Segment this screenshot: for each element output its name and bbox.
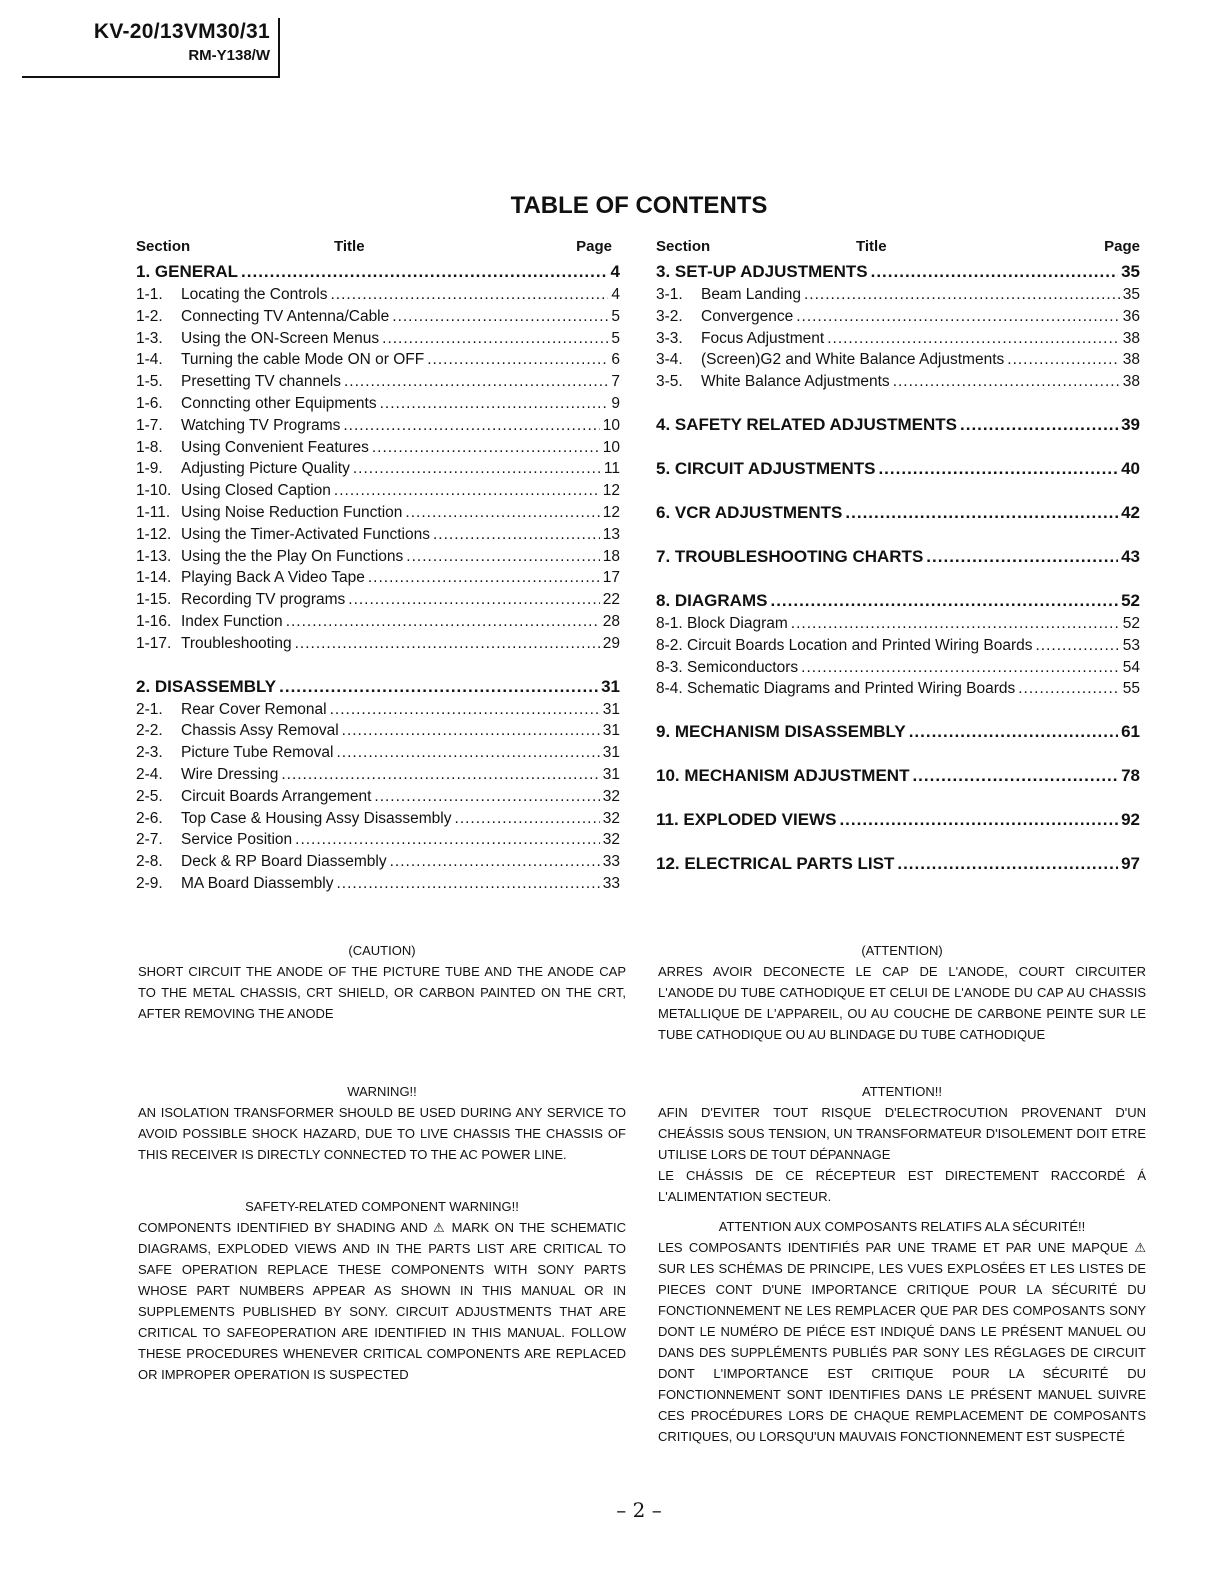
page-header: Page — [576, 238, 612, 255]
toc-entry-title: 8-4. Schematic Diagrams and Printed Wiring Boards — [656, 680, 1016, 698]
toc-subsection-entry — [136, 720, 620, 742]
toc-subsection-entry — [656, 657, 1140, 679]
dot-leader — [295, 633, 600, 655]
toc-entry-number: 2-7. — [136, 831, 163, 849]
toc-entry-page: 92 — [1121, 810, 1140, 830]
toc-entry-number: 1-16. — [136, 612, 172, 630]
safety-text: COMPONENTS IDENTIFIED BY SHADING AND ⚠ MARK ON THE SCHEMATIC DIAGRAMS, EXPLODED VIEWS AND IN THE PARTS LIST ARE CRITICAL TO SAFE OPERATION REPLACE THESE COMPONENTS WITH SONY PARTS WHOSE PART NUMBERS APPEAR AS SHOWN IN THIS MANUAL OR IN SUPPLEMENTS PUBLISHED BY SONY. CIRCUIT ADJUSTMENTS THAT ARE CRITICAL TO SAFEOPERATION ARE IDENTIFIED IN THIS MANUAL. FOLLOW THESE PROCEDURES WHENEVER CRITICAL COMPONENTS ARE REPLACED OR IMPROPER OPERATION IS SUSPECTED — [138, 1220, 626, 1382]
toc-subsection-entry — [136, 502, 620, 524]
toc-gap — [656, 525, 1140, 545]
toc-entry-title: Chassis Assy Removal — [181, 722, 339, 740]
dot-leader — [1007, 349, 1119, 371]
toc-section-entry — [656, 852, 1140, 876]
attention-notice — [658, 940, 1146, 1045]
toc-subsection-entry — [136, 349, 620, 371]
toc-entry-page: 10 — [602, 438, 620, 456]
section-header: Section — [136, 238, 191, 255]
dot-leader — [295, 829, 600, 851]
securite-text: LES COMPOSANTS IDENTIFIÉS PAR UNE TRAME ET PAR UNE MAPQUE ⚠ SUR LES SCHÉMAS DE PRINCIPE, LES VUES EXPLOSÉES ET LES LISTES DE PIECES CONT D'UNE IMPORTANCE CRITIQUE POUR LA SÉCURITÉ DU FONCTIONNEMENT NE LES REMPLACER QUE PAR DES COMPOSANTS SONY DONT LE NUMÉRO DE PIÉCE EST INDIQUÉ DANS LE PRÉSENT MANUEL OU DANS DES SUPPLÉMENTS PUBLIÉS PAR SONY LES RÉGLAGES DE CIRCUIT DONT L'IMPORTANCE EST CRITIQUE POUR LA SÉCURITÉ DU FONCTIONNEMENT SONT IDENTIFIES DANS LE PRÉSENT MANUEL SUIVRE CES PROCÉDURES LORS DE CHAQUE REMPLACEMENT DE COMPOSANTS CRITIQUES, OU LORSQU'UN MAUVAIS FONCTIONNEMENT EST SUSPECTÉ — [658, 1240, 1146, 1444]
warning-text: AN ISOLATION TRANSFORMER SHOULD BE USED DURING ANY SERVICE TO AVOID POSSIBLE SHOCK HAZARD, DUE TO LIVE CHASSIS THE CHASSIS OF THIS RECEIVER IS DIRECTLY CONNECTED TO THE AC POWER LINE. — [138, 1105, 626, 1162]
model-number: KV-20/13VM30/31 — [93, 20, 270, 43]
dot-leader — [368, 567, 600, 589]
toc-subsection-entry — [136, 415, 620, 437]
toc-entry-page: 17 — [602, 569, 620, 587]
safety-notice — [138, 1196, 626, 1385]
dot-leader — [405, 502, 599, 524]
toc-list-left — [136, 260, 620, 895]
toc-subsection-entry — [136, 567, 620, 589]
toc-entry-page: 22 — [602, 591, 620, 609]
toc-subsection-entry — [136, 611, 620, 633]
dot-leader — [839, 808, 1118, 832]
toc-subsection-entry — [136, 851, 620, 873]
toc-entry-page: 29 — [602, 634, 620, 652]
caution-text: SHORT CIRCUIT THE ANODE OF THE PICTURE TUBE AND THE ANODE CAP TO THE METAL CHASSIS, CRT SHIELD, OR CARBON PAINTED ON THE CRT, AFTER REMOVING THE ANODE — [138, 964, 626, 1021]
page-number: – 2 – — [616, 1498, 662, 1522]
toc-entry-title: Beam Landing — [701, 286, 801, 303]
toc-entry-page: 7 — [611, 373, 620, 391]
toc-entry-number: 1-15. — [136, 591, 172, 609]
toc-entry-title: 11. EXPLODED VIEWS — [656, 810, 837, 830]
toc-subsection-entry — [136, 808, 620, 830]
toc-entry-number: 1-8. — [136, 438, 163, 456]
dot-leader — [845, 501, 1118, 525]
toc-entry-number: 1-4. — [136, 351, 163, 369]
toc-subsection-entry — [656, 349, 1140, 371]
toc-subsection-entry — [136, 437, 620, 459]
toc-entry-number: 1-1. — [136, 286, 163, 303]
toc-entry-title: 4. SAFETY RELATED ADJUSTMENTS — [656, 414, 957, 434]
toc-entry-page: 31 — [602, 765, 620, 783]
toc-subsection-entry — [136, 524, 620, 546]
toc-subsection-entry — [136, 829, 620, 851]
toc-entry-number: 1-13. — [136, 547, 172, 565]
dot-leader — [342, 720, 600, 742]
dot-leader — [926, 545, 1118, 569]
dot-leader — [827, 328, 1120, 350]
toc-entry-page: 53 — [1122, 636, 1140, 654]
toc-entry-page: 32 — [602, 787, 620, 805]
toc-entry-title: Service Position — [181, 831, 293, 849]
toc-gap — [656, 744, 1140, 764]
toc-entry-title: Using the Timer-Activated Functions — [181, 525, 430, 543]
dot-leader — [286, 611, 600, 633]
toc-entry-title: Adjusting Picture Quality — [181, 460, 350, 478]
toc-entry-page: 10 — [602, 416, 620, 434]
toc-entry-number: 1-14. — [136, 569, 172, 587]
toc-entry-title: (Screen)G2 and White Balance Adjustments — [701, 351, 1005, 369]
toc-entry-title: Turning the cable Mode ON or OFF — [181, 351, 425, 369]
dot-leader — [406, 546, 599, 568]
toc-section-entry — [656, 413, 1140, 437]
toc-section-entry — [656, 501, 1140, 525]
toc-entry-number: 2-9. — [136, 874, 163, 892]
toc-entry-title: Playing Back A Video Tape — [181, 569, 365, 587]
toc-entry-title: 9. MECHANISM DISASSEMBLY — [656, 722, 906, 742]
dot-leader — [344, 371, 608, 393]
dot-leader — [336, 873, 599, 895]
toc-entry-page: 35 — [1121, 262, 1140, 281]
toc-entry-page: 38 — [1122, 373, 1140, 391]
securite-notice — [658, 1216, 1146, 1447]
toc-entry-title: Presetting TV channels — [181, 373, 341, 391]
toc-entry-number: 1-10. — [136, 482, 172, 500]
toc-entry-title: Recording TV programs — [181, 591, 346, 609]
toc-entry-title: Watching TV Programs — [181, 416, 341, 434]
toc-subsection-entry — [136, 306, 620, 328]
section-header: Section — [656, 238, 711, 255]
toc-column-right — [656, 236, 1140, 876]
safety-title: SAFETY-RELATED COMPONENT WARNING!! — [245, 1199, 519, 1214]
toc-entry-title: Using Closed Caption — [181, 482, 331, 500]
toc-entry-page: 54 — [1122, 658, 1140, 676]
toc-entry-number: 3-2. — [656, 307, 683, 325]
dot-leader — [1036, 635, 1120, 657]
toc-entry-title: Convergence — [701, 307, 794, 325]
toc-entry-page: 31 — [601, 676, 620, 696]
caution-notice — [138, 940, 626, 1024]
toc-subsection-entry — [136, 786, 620, 808]
toc-entry-page: 32 — [602, 809, 620, 827]
toc-subsection-entry — [136, 742, 620, 764]
toc-subsection-entry — [136, 589, 620, 611]
toc-gap — [656, 481, 1140, 501]
toc-entry-number: 2-1. — [136, 700, 163, 718]
toc-subsection-entry — [136, 873, 620, 895]
toc-subsection-entry — [136, 328, 620, 350]
toc-column-header — [656, 236, 1140, 260]
toc-entry-title: Deck & RP Board Diassembly — [181, 853, 387, 871]
toc-entry-number: 1-9. — [136, 460, 163, 478]
toc-entry-title: 8-3. Semiconductors — [656, 658, 799, 676]
toc-entry-page: 36 — [1122, 307, 1140, 325]
toc-entry-page: 39 — [1121, 414, 1140, 434]
toc-entry-page: 61 — [1121, 722, 1140, 742]
toc-entry-page: 31 — [602, 744, 620, 762]
toc-subsection-entry — [136, 546, 620, 568]
toc-entry-number: 3-3. — [656, 329, 683, 347]
toc-entry-number: 3-5. — [656, 373, 683, 391]
toc-gap — [656, 393, 1140, 413]
toc-entry-number: 3-4. — [656, 351, 683, 369]
toc-subsection-entry — [656, 284, 1140, 306]
toc-entry-page: 31 — [602, 700, 620, 718]
toc-entry-page: 33 — [602, 874, 620, 892]
dot-leader — [796, 306, 1120, 328]
toc-section-entry — [656, 589, 1140, 613]
dot-leader — [390, 851, 600, 873]
warning-title: WARNING!! — [347, 1084, 417, 1099]
toc-entry-title: Troubleshooting — [181, 634, 292, 652]
dot-leader — [804, 284, 1120, 306]
toc-subsection-entry — [136, 699, 620, 721]
attention2-title: ATTENTION!! — [862, 1084, 942, 1099]
toc-entry-title: Using the ON-Screen Menus — [181, 329, 380, 347]
attention-title: (ATTENTION) — [861, 943, 943, 958]
toc-entry-page: 32 — [602, 831, 620, 849]
toc-entry-page: 6 — [611, 351, 620, 369]
toc-gap — [136, 655, 620, 675]
toc-entry-title: Top Case & Housing Assy Disassembly — [181, 809, 452, 827]
toc-subsection-entry — [656, 328, 1140, 350]
toc-entry-title: Rear Cover Remonal — [181, 700, 327, 718]
dot-leader — [871, 260, 1118, 284]
attention-text: ARRES AVOIR DECONECTE LE CAP DE L'ANODE, COURT CIRCUITER L'ANODE DU TUBE CATHODIQUE ET CELUI DE L'ANODE DU CAP AU CHASSIS METALLIQUE DE L'APPAREIL, OU AU COUCHE DE CARBONE PEINTE SUR LE TUBE CATHODIQUE OU AU BLINDAGE DU TUBE CATHODIQUE — [658, 964, 1146, 1042]
attention2-text: AFIN D'EVITER TOUT RISQUE D'ELECTROCUTION PROVENANT D'UN CHEÁSSIS SOUS TENSION, UN TRANSFORMATEUR D'ISOLEMENT DOIT ETRE UTILISE LORS DE TOUT DÉPANNAGE — [658, 1105, 1146, 1162]
dot-leader — [1018, 678, 1120, 700]
toc-entry-page: 18 — [602, 547, 620, 565]
toc-gap — [656, 569, 1140, 589]
toc-subsection-entry — [136, 393, 620, 415]
toc-section-entry — [656, 545, 1140, 569]
toc-entry-page: 13 — [602, 525, 620, 543]
toc-entry-title: 2. DISASSEMBLY — [136, 676, 277, 696]
toc-entry-number: 2-5. — [136, 787, 163, 805]
dot-leader — [382, 328, 608, 350]
toc-entry-title: 8-1. Block Diagram — [656, 614, 788, 632]
toc-entry-page: 5 — [611, 307, 620, 325]
toc-subsection-entry — [136, 458, 620, 480]
toc-entry-title: White Balance Adjustments — [701, 373, 890, 391]
toc-column-left — [136, 236, 620, 895]
toc-entry-title: Conncting other Equipments — [181, 394, 377, 412]
toc-subsection-entry — [656, 678, 1140, 700]
toc-entry-page: 40 — [1121, 458, 1140, 478]
dot-leader — [455, 808, 600, 830]
dot-leader — [433, 524, 600, 546]
toc-column-header — [136, 236, 620, 260]
toc-entry-title: Using Convenient Features — [181, 438, 369, 456]
toc-entry-page: 52 — [1122, 614, 1140, 632]
title-header: Title — [334, 238, 365, 255]
toc-entry-title: 3. SET-UP ADJUSTMENTS — [656, 262, 868, 281]
title-header: Title — [856, 238, 887, 255]
toc-entry-page: 11 — [603, 460, 620, 478]
toc-entry-number: 3-1. — [656, 286, 683, 303]
toc-entry-title: Picture Tube Removal — [181, 744, 334, 762]
dot-leader — [330, 699, 600, 721]
dot-leader — [960, 413, 1118, 437]
toc-entry-page: 42 — [1121, 502, 1140, 522]
toc-subsection-entry — [136, 480, 620, 502]
toc-gap — [656, 788, 1140, 808]
dot-leader — [334, 480, 600, 502]
dot-leader — [912, 764, 1118, 788]
dot-leader — [241, 260, 608, 284]
toc-entry-page: 38 — [1122, 329, 1140, 347]
toc-entry-number: 2-8. — [136, 853, 163, 871]
toc-section-entry — [656, 808, 1140, 832]
toc-section-entry — [656, 260, 1140, 284]
toc-entry-title: 1. GENERAL — [136, 262, 239, 281]
toc-title: TABLE OF CONTENTS — [510, 192, 768, 219]
caution-title: (CAUTION) — [348, 943, 416, 958]
dot-leader — [380, 393, 609, 415]
toc-subsection-entry — [656, 635, 1140, 657]
dot-leader — [893, 371, 1120, 393]
dot-leader — [353, 458, 601, 480]
toc-entry-number: 1-11. — [136, 503, 171, 521]
toc-entry-number: 2-6. — [136, 809, 163, 827]
toc-entry-title: Connecting TV Antenna/Cable — [181, 307, 390, 325]
dot-leader — [281, 764, 599, 786]
toc-entry-page: 52 — [1121, 590, 1140, 610]
toc-list-right — [656, 260, 1140, 876]
page-header: Page — [1104, 238, 1140, 255]
dot-leader — [427, 349, 608, 371]
toc-entry-page: 9 — [611, 394, 620, 412]
toc-subsection-entry — [136, 633, 620, 655]
toc-entry-title: Index Function — [181, 612, 283, 630]
toc-entry-number: 1-2. — [136, 307, 163, 325]
toc-entry-page: 78 — [1121, 766, 1140, 786]
toc-entry-number: 2-4. — [136, 765, 163, 783]
toc-entry-title: Focus Adjustment — [701, 329, 825, 347]
toc-entry-number: 1-7. — [136, 416, 163, 434]
dot-leader — [791, 613, 1120, 635]
dot-leader — [897, 852, 1118, 876]
toc-entry-title: 7. TROUBLESHOOTING CHARTS — [656, 546, 924, 566]
toc-entry-page: 38 — [1122, 351, 1140, 369]
toc-entry-title: Wire Dressing — [181, 765, 279, 783]
toc-entry-page: 4 — [611, 286, 620, 303]
dot-leader — [372, 437, 600, 459]
toc-entry-page: 4 — [610, 262, 620, 281]
toc-subsection-entry — [136, 764, 620, 786]
toc-entry-title: Using the the Play On Functions — [181, 547, 404, 565]
toc-entry-title: Circuit Boards Arrangement — [181, 787, 372, 805]
toc-gap — [656, 437, 1140, 457]
toc-section-entry — [136, 260, 620, 284]
dot-leader — [343, 415, 599, 437]
toc-entry-title: 8-2. Circuit Boards Location and Printed Wiring Boards — [656, 636, 1033, 654]
attention2-text-2: LE CHÁSSIS DE CE RÉCEPTEUR EST DIRECTEMENT RACCORDÉ Á L'ALIMENTATION SECTEUR. — [658, 1168, 1146, 1204]
toc-entry-title: Using Noise Reduction Function — [181, 503, 403, 521]
securite-title: ATTENTION AUX COMPOSANTS RELATIFS ALA SÉCURITÉ!! — [718, 1219, 1086, 1234]
toc-entry-page: 43 — [1121, 546, 1140, 566]
toc-gap — [656, 832, 1140, 852]
toc-entry-page: 5 — [611, 329, 620, 347]
dot-leader — [348, 589, 599, 611]
toc-entry-title: MA Board Diassembly — [181, 874, 334, 892]
toc-entry-number: 1-12. — [136, 525, 172, 543]
dot-leader — [330, 284, 608, 306]
dot-leader — [374, 786, 599, 808]
dot-leader — [909, 720, 1118, 744]
warning-notice — [138, 1081, 626, 1165]
toc-entry-number: 1-6. — [136, 394, 163, 412]
toc-entry-number: 1-5. — [136, 373, 163, 391]
remote-model: RM-Y138/W — [188, 47, 270, 64]
toc-subsection-entry — [656, 371, 1140, 393]
toc-entry-number: 2-2. — [136, 722, 163, 740]
toc-entry-page: 12 — [602, 482, 620, 500]
toc-gap — [656, 700, 1140, 720]
dot-leader — [801, 657, 1120, 679]
toc-entry-page: 28 — [602, 612, 620, 630]
toc-subsection-entry — [656, 306, 1140, 328]
toc-entry-page: 33 — [602, 853, 620, 871]
dot-leader — [392, 306, 608, 328]
toc-entry-title: Locating the Controls — [181, 286, 328, 303]
toc-entry-page: 97 — [1121, 854, 1140, 874]
toc-entry-title: 8. DIAGRAMS — [656, 590, 768, 610]
toc-subsection-entry — [136, 284, 620, 306]
toc-subsection-entry — [656, 613, 1140, 635]
dot-leader — [770, 589, 1118, 613]
dot-leader — [279, 675, 598, 699]
toc-entry-number: 1-17. — [136, 634, 172, 652]
toc-section-entry — [136, 675, 620, 699]
toc-section-entry — [656, 720, 1140, 744]
toc-section-entry — [656, 764, 1140, 788]
toc-entry-number: 2-3. — [136, 744, 163, 762]
toc-entry-page: 55 — [1122, 680, 1140, 698]
toc-entry-number: 1-3. — [136, 329, 163, 347]
dot-leader — [337, 742, 600, 764]
toc-entry-title: 6. VCR ADJUSTMENTS — [656, 502, 843, 522]
document-header — [22, 18, 280, 78]
toc-entry-page: 35 — [1122, 286, 1140, 303]
toc-entry-page: 12 — [602, 503, 620, 521]
toc-subsection-entry — [136, 371, 620, 393]
toc-entry-page: 31 — [602, 722, 620, 740]
toc-entry-title: 12. ELECTRICAL PARTS LIST — [656, 854, 895, 874]
toc-section-entry — [656, 457, 1140, 481]
attention2-notice — [658, 1081, 1146, 1207]
toc-entry-title: 5. CIRCUIT ADJUSTMENTS — [656, 458, 876, 478]
toc-entry-title: 10. MECHANISM ADJUSTMENT — [656, 766, 910, 786]
dot-leader — [878, 457, 1118, 481]
